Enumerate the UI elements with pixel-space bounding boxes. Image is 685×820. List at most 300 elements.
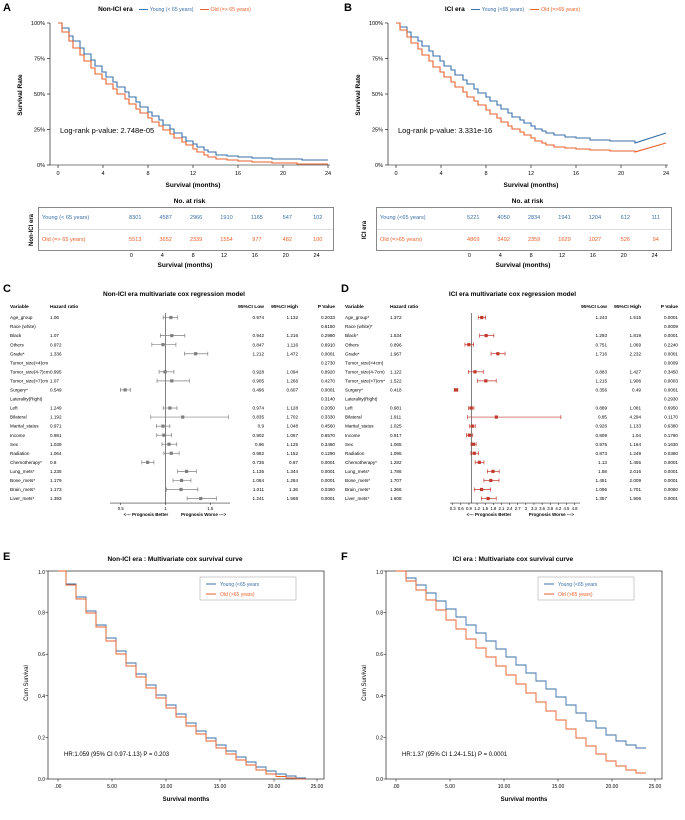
svg-text:0.917: 0.917 [390, 432, 402, 438]
km-non-ici-legend-old: Old (=> 65 years) [210, 6, 251, 13]
risk-side-label-ici: ICI era [362, 220, 368, 240]
svg-text:1.241: 1.241 [252, 496, 264, 502]
svg-text:1.58: 1.58 [598, 468, 607, 474]
risk-xtick: 24 [651, 253, 658, 259]
svg-text:1.125: 1.125 [286, 441, 298, 447]
svg-text:Black: Black [10, 333, 22, 339]
svg-text:1.096: 1.096 [595, 487, 607, 493]
svg-text:95%CI Low: 95%CI Low [238, 305, 264, 310]
svg-text:Lung_mets*: Lung_mets* [10, 468, 35, 474]
svg-text:Race (white)*: Race (white)* [345, 324, 373, 330]
svg-text:25%: 25% [371, 127, 383, 134]
km-ici-title: ICI era [444, 6, 465, 13]
svg-text:100%: 100% [30, 21, 45, 27]
panel-label-e: E [3, 551, 11, 563]
svg-text:0.8: 0.8 [376, 610, 383, 617]
svg-text:1.048: 1.048 [286, 423, 298, 429]
svg-text:1.067: 1.067 [286, 432, 298, 438]
risk-xtick: 0 [129, 253, 133, 259]
svg-text:1.07: 1.07 [50, 333, 59, 339]
svg-text:1.135: 1.135 [252, 468, 264, 474]
svg-text:Survival months: Survival months [500, 797, 548, 803]
svg-text:0.8: 0.8 [50, 459, 57, 465]
svg-text:20.00: 20.00 [267, 784, 281, 790]
svg-text:1.293: 1.293 [595, 333, 607, 339]
svg-text:1.344: 1.344 [286, 468, 298, 474]
svg-text:0.2: 0.2 [38, 735, 45, 742]
svg-text:1.116: 1.116 [286, 342, 298, 348]
svg-text:1.07: 1.07 [50, 378, 59, 384]
svg-text:2.009: 2.009 [629, 478, 641, 484]
svg-text:1.266: 1.266 [286, 378, 298, 384]
svg-text:0.1630: 0.1630 [663, 441, 678, 447]
svg-text:Marital_status: Marital_status [10, 423, 39, 429]
km-ici-annotation: Log-rank p-value: 3.331e-16 [398, 126, 493, 135]
svg-text:0.942: 0.942 [252, 333, 264, 339]
svg-text:0.2050: 0.2050 [320, 405, 335, 411]
risk-xlabel-ici: Survival (months) [495, 262, 551, 269]
risk-cell: 2834 [527, 215, 541, 222]
legend-swatch-young [471, 9, 480, 11]
svg-text:8: 8 [146, 171, 150, 177]
svg-text:1.243: 1.243 [595, 315, 607, 321]
cox-non-ici-plot [14, 563, 336, 811]
svg-text:0.6570: 0.6570 [320, 432, 335, 438]
svg-text:0.356: 0.356 [595, 387, 607, 393]
svg-text:Race (white): Race (white) [10, 324, 36, 330]
svg-text:Others: Others [10, 342, 24, 348]
svg-text:0.1780: 0.1780 [663, 432, 678, 438]
svg-text:25%: 25% [33, 127, 45, 134]
forest-svg [345, 301, 680, 517]
svg-text:0.0360: 0.0360 [663, 450, 678, 456]
svg-text:1.5: 1.5 [207, 506, 214, 512]
svg-text:3.9: 3.9 [547, 506, 554, 512]
svg-text:0.6: 0.6 [457, 506, 464, 512]
risk-xlabel-non-ici: Survival (months) [157, 262, 213, 269]
svg-text:Survival months: Survival months [162, 797, 210, 803]
svg-text:1.094: 1.094 [286, 369, 298, 375]
svg-text:1.04: 1.04 [632, 432, 641, 438]
legend-swatch-old [200, 9, 209, 11]
svg-text:0.418: 0.418 [390, 387, 402, 393]
svg-text:1.133: 1.133 [629, 423, 641, 429]
svg-text:4.2: 4.2 [555, 506, 562, 512]
svg-text:25.00: 25.00 [310, 784, 324, 790]
svg-text:0.905: 0.905 [252, 378, 264, 384]
svg-text:0.4560: 0.4560 [320, 423, 335, 429]
svg-text:Bone_mets*: Bone_mets* [345, 478, 371, 484]
svg-text:1.282: 1.282 [390, 459, 402, 465]
svg-text:Variable: Variable [10, 305, 29, 310]
svg-text:Prognosis Worse --->: Prognosis Worse ---> [528, 512, 575, 518]
svg-text:Age_group: Age_group [10, 315, 33, 321]
svg-text:.00: .00 [54, 784, 62, 790]
svg-text:1.5: 1.5 [482, 506, 489, 512]
svg-text:.00: .00 [392, 784, 400, 790]
svg-text:0.3460: 0.3460 [320, 441, 335, 447]
risk-cell: 3652 [159, 236, 172, 243]
svg-text:4: 4 [439, 171, 443, 177]
svg-text:4: 4 [101, 171, 105, 177]
svg-text:Young (<65 years: Young (<65 years [558, 582, 598, 588]
panel-label-c: C [3, 283, 11, 295]
svg-text:0.3450: 0.3450 [663, 369, 678, 375]
svg-text:1.212: 1.212 [252, 351, 264, 357]
svg-text:1.2: 1.2 [474, 506, 481, 512]
svg-text:0.6150: 0.6150 [320, 324, 335, 330]
svg-text:2.016: 2.016 [629, 468, 641, 474]
forest-non-ici-title: Non-ICI era multivariate cox regression model [103, 291, 245, 298]
svg-text:0.1170: 0.1170 [664, 414, 678, 420]
svg-text:1.372: 1.372 [390, 315, 402, 321]
risk-cell: 111 [651, 215, 660, 222]
svg-text:1.179: 1.179 [50, 478, 62, 484]
km-ici-legend-old: Old (=>65 years) [541, 6, 581, 13]
risk-cell: 1629 [558, 236, 571, 243]
svg-text:50%: 50% [33, 92, 45, 98]
svg-text:Surgery*: Surgery* [345, 387, 363, 393]
cox-ici-plot [352, 563, 674, 811]
risk-cell: 4869 [466, 236, 480, 243]
svg-text:Tumor_size(4-7cm): Tumor_size(4-7cm) [345, 369, 385, 375]
svg-text:1.336: 1.336 [50, 351, 62, 357]
risk-row-label-young: Young (< 65 years) [42, 215, 90, 222]
svg-text:0.0001: 0.0001 [663, 333, 678, 339]
risk-cell: 612 [620, 215, 630, 222]
svg-text:<--- Prognosis Better: <--- Prognosis Better [466, 512, 512, 518]
svg-text:1.249: 1.249 [50, 405, 62, 411]
svg-text:1.173: 1.173 [50, 487, 62, 493]
svg-text:1.039: 1.039 [50, 441, 62, 447]
svg-text:1.8: 1.8 [490, 506, 497, 512]
svg-text:1.122: 1.122 [390, 369, 402, 375]
svg-text:Sex: Sex [345, 441, 353, 447]
svg-text:1.786: 1.786 [390, 468, 402, 474]
cox-curve-young [58, 571, 306, 778]
risk-cell: 2966 [189, 215, 203, 222]
svg-text:50%: 50% [371, 92, 383, 98]
svg-text:1.011: 1.011 [252, 487, 264, 493]
cox-curve-old [396, 571, 646, 773]
svg-text:0.3330: 0.3330 [320, 414, 335, 420]
svg-text:0.2980: 0.2980 [320, 333, 335, 339]
svg-text:1.065: 1.065 [390, 441, 402, 447]
svg-text:1.132: 1.132 [286, 315, 298, 321]
svg-text:0.5: 0.5 [117, 506, 124, 512]
svg-text:1.095: 1.095 [390, 450, 402, 456]
risk-xtick: 0 [467, 253, 471, 259]
svg-text:0.0009: 0.0009 [663, 360, 678, 366]
risk-cell: 8301 [128, 215, 142, 222]
svg-text:24: 24 [324, 171, 332, 177]
svg-text:Left: Left [10, 405, 18, 411]
svg-text:0.889: 0.889 [595, 405, 607, 411]
risk-xtick: 24 [313, 253, 320, 259]
svg-text:1.128: 1.128 [286, 405, 298, 411]
svg-text:0.982: 0.982 [252, 450, 264, 456]
svg-text:Survival (months): Survival (months) [165, 182, 221, 189]
risk-cell: 1165 [250, 215, 263, 222]
svg-text:0.2730: 0.2730 [320, 360, 335, 366]
svg-text:Young (<65 years: Young (<65 years [220, 582, 260, 588]
svg-text:<--- Prognosis Better: <--- Prognosis Better [123, 512, 169, 518]
risk-cell: 2339 [189, 236, 203, 243]
km-curve-young [58, 23, 328, 160]
svg-text:0.6910: 0.6910 [320, 342, 335, 348]
svg-text:0.926: 0.926 [595, 423, 607, 429]
svg-text:0.0001: 0.0001 [663, 478, 678, 484]
svg-text:1.366: 1.366 [390, 487, 402, 493]
svg-text:0.896: 0.896 [390, 342, 402, 348]
risk-cell: 1910 [220, 215, 233, 222]
svg-text:0.4: 0.4 [38, 693, 45, 700]
svg-text:1.025: 1.025 [390, 423, 402, 429]
svg-text:Chemotherapy*: Chemotherapy* [345, 459, 377, 465]
svg-text:3: 3 [524, 506, 528, 512]
svg-text:1.707: 1.707 [390, 478, 402, 484]
svg-text:Survival Rate: Survival Rate [17, 74, 24, 116]
svg-text:95%CI High: 95%CI High [614, 305, 641, 310]
svg-text:0.0003: 0.0003 [663, 378, 678, 384]
svg-text:0.0360: 0.0360 [320, 487, 335, 493]
svg-text:Cum Survival: Cum Survival [362, 665, 368, 701]
svg-text:Bone_mets*: Bone_mets* [10, 478, 36, 484]
svg-text:0.847: 0.847 [252, 342, 264, 348]
svg-text:Survival (months): Survival (months) [503, 182, 559, 189]
km-non-ici-legend-young: Young (< 65 years) [149, 6, 194, 13]
svg-text:1: 1 [164, 506, 167, 512]
svg-text:1.13: 1.13 [598, 459, 607, 465]
risk-cell: 4050 [497, 215, 510, 222]
svg-text:0.0001: 0.0001 [320, 459, 335, 465]
svg-text:24: 24 [662, 171, 670, 177]
svg-text:Lung_mets*: Lung_mets* [345, 468, 370, 474]
svg-text:0.6: 0.6 [38, 652, 45, 659]
km-non-ici-plot [12, 15, 337, 197]
panel-label-d: D [341, 283, 349, 295]
risk-cell: 102 [313, 215, 323, 222]
km-ici-legend-young: Young (<65 years) [481, 6, 525, 13]
svg-text:0.751: 0.751 [595, 342, 607, 348]
svg-text:Prognosis Worse --->: Prognosis Worse ---> [180, 512, 227, 518]
km-curve-young [396, 23, 666, 143]
svg-text:0.975: 0.975 [595, 441, 607, 447]
svg-text:2.4: 2.4 [506, 506, 513, 512]
svg-text:0.2: 0.2 [376, 735, 383, 742]
svg-text:0.971: 0.971 [50, 423, 62, 429]
svg-text:0.0001: 0.0001 [663, 387, 678, 393]
svg-text:0.0009: 0.0009 [663, 324, 678, 330]
svg-text:Liver_mets*: Liver_mets* [345, 496, 370, 502]
risk-cell: 482 [282, 236, 292, 243]
svg-text:1.249: 1.249 [629, 450, 641, 456]
svg-text:0.6380: 0.6380 [663, 423, 678, 429]
svg-text:1.716: 1.716 [595, 351, 607, 357]
svg-text:0.6: 0.6 [376, 652, 383, 659]
svg-text:1.069: 1.069 [629, 342, 641, 348]
svg-text:1.522: 1.522 [390, 378, 402, 384]
svg-text:Left: Left [345, 405, 353, 411]
svg-text:Tumor_size(<4)cm: Tumor_size(<4)cm [10, 360, 49, 366]
risk-cell: 4587 [159, 215, 172, 222]
svg-text:0.883: 0.883 [595, 369, 607, 375]
svg-text:0.496: 0.496 [252, 387, 264, 393]
svg-text:0.0001: 0.0001 [663, 496, 678, 502]
svg-text:1.515: 1.515 [629, 315, 641, 321]
svg-text:0.8920: 0.8920 [320, 369, 335, 375]
risk-cell: 100 [313, 236, 323, 243]
svg-text:1.608: 1.608 [390, 496, 402, 502]
risk-cell: 5513 [128, 236, 142, 243]
svg-text:2.1: 2.1 [498, 506, 505, 512]
svg-text:0.735: 0.735 [252, 459, 264, 465]
svg-text:0.0001: 0.0001 [663, 459, 678, 465]
svg-text:12: 12 [189, 171, 197, 177]
svg-text:0.2240: 0.2240 [663, 342, 678, 348]
svg-text:1.819: 1.819 [629, 333, 641, 339]
km-non-ici-title: Non-ICI era [98, 6, 133, 13]
svg-text:Hazard ratio: Hazard ratio [50, 305, 79, 310]
svg-text:0.974: 0.974 [252, 405, 264, 411]
svg-text:1.427: 1.427 [629, 369, 641, 375]
svg-text:2.232: 2.232 [629, 351, 641, 357]
svg-text:0.873: 0.873 [595, 450, 607, 456]
svg-text:Tumor_size(4-7)cm: Tumor_size(4-7)cm [10, 369, 50, 375]
svg-text:Grade*: Grade* [10, 351, 25, 357]
svg-text:10.00: 10.00 [159, 784, 173, 790]
svg-text:1.216: 1.216 [286, 333, 298, 339]
svg-text:Tumor_size(>7)cm: Tumor_size(>7)cm [10, 378, 49, 384]
svg-text:1.215: 1.215 [595, 378, 607, 384]
km-chart-ici [350, 4, 675, 199]
risk-cell: 94 [652, 236, 659, 243]
svg-text:Laterality(Right): Laterality(Right) [10, 396, 43, 402]
svg-text:0.0001: 0.0001 [663, 315, 678, 321]
cox-curve-young [396, 571, 646, 748]
svg-text:Sex: Sex [10, 441, 18, 447]
svg-text:0%: 0% [375, 163, 383, 169]
svg-text:Variable: Variable [345, 305, 364, 310]
risk-xtick: 12 [220, 253, 228, 259]
svg-text:0.8: 0.8 [38, 610, 45, 617]
svg-text:3.3: 3.3 [530, 506, 537, 512]
svg-text:0.2033: 0.2033 [320, 315, 335, 321]
risk-row-label-old: Old (=> 65 years) [42, 236, 86, 243]
risk-cell: 1941 [558, 215, 571, 222]
svg-text:25.00: 25.00 [648, 784, 662, 790]
svg-text:4.294: 4.294 [629, 414, 641, 420]
svg-text:Liver_mets*: Liver_mets* [10, 496, 35, 502]
svg-text:95%CI Low: 95%CI Low [581, 305, 607, 310]
risk-title-ici: No. at risk [511, 198, 544, 205]
risk-table-non-ici [12, 198, 337, 270]
svg-text:0.972: 0.972 [50, 342, 62, 348]
svg-text:Tumor_size(<4cm): Tumor_size(<4cm) [345, 360, 384, 366]
svg-text:Old (>65 years): Old (>65 years) [220, 592, 255, 598]
svg-text:Cum Survival: Cum Survival [24, 665, 30, 701]
risk-xtick: 20 [282, 253, 289, 259]
svg-text:75%: 75% [371, 56, 383, 63]
svg-text:1.0: 1.0 [376, 570, 383, 576]
svg-text:0.0001: 0.0001 [320, 496, 335, 502]
svg-text:0.3140: 0.3140 [320, 396, 335, 402]
svg-text:0.995: 0.995 [50, 369, 62, 375]
svg-text:Chemotherapy*: Chemotherapy* [10, 459, 42, 465]
svg-text:0.0001: 0.0001 [320, 468, 335, 474]
svg-text:16: 16 [572, 171, 580, 177]
svg-text:0.981: 0.981 [390, 405, 402, 411]
svg-text:1.081: 1.081 [629, 405, 641, 411]
svg-text:0.0060: 0.0060 [663, 487, 678, 493]
svg-text:Age_group*: Age_group* [345, 315, 370, 321]
legend-swatch-old [530, 9, 539, 11]
svg-text:1.455: 1.455 [629, 459, 641, 465]
svg-text:1.906: 1.906 [629, 378, 641, 384]
forest-ici-title: ICI era multivariate cox regression model [448, 291, 577, 298]
svg-text:75%: 75% [33, 56, 45, 63]
svg-text:0.0: 0.0 [376, 777, 383, 783]
svg-text:Tumor_size(>7)cm*: Tumor_size(>7)cm* [345, 378, 386, 384]
svg-text:10.00: 10.00 [497, 784, 511, 790]
panel-label-f: F [341, 551, 348, 563]
svg-text:0.9: 0.9 [257, 423, 264, 429]
svg-text:1.36: 1.36 [289, 487, 298, 493]
svg-text:Grade*: Grade* [345, 351, 360, 357]
svg-text:Laterality(Right): Laterality(Right) [345, 396, 378, 402]
cox-survival-ici [352, 556, 674, 814]
svg-text:1.701: 1.701 [629, 487, 641, 493]
svg-text:2.7: 2.7 [514, 506, 521, 512]
cox-non-ici-annotation: HR:1.059 (95% CI 0.97-1.13) P = 0.203 [64, 752, 170, 758]
svg-text:0.3: 0.3 [449, 506, 456, 512]
svg-text:0.87: 0.87 [289, 459, 298, 465]
svg-text:1.06: 1.06 [50, 315, 59, 321]
risk-xtick: 4 [160, 253, 164, 259]
svg-text:4.8: 4.8 [571, 506, 578, 512]
risk-cell: 5221 [466, 215, 480, 222]
svg-text:0.809: 0.809 [595, 432, 607, 438]
svg-text:1.967: 1.967 [390, 351, 402, 357]
svg-text:Bilateral: Bilateral [10, 414, 27, 420]
svg-text:1.911: 1.911 [390, 414, 402, 420]
svg-text:100%: 100% [368, 21, 383, 27]
risk-cell: 1554 [220, 236, 233, 243]
svg-text:0.0001: 0.0001 [663, 351, 678, 357]
svg-text:0.981: 0.981 [50, 432, 62, 438]
svg-text:1.235: 1.235 [50, 468, 62, 474]
svg-text:1.084: 1.084 [252, 478, 264, 484]
svg-text:20: 20 [279, 171, 287, 177]
legend-swatch-young [139, 9, 148, 11]
svg-text:0.974: 0.974 [252, 315, 264, 321]
svg-text:0.0: 0.0 [38, 777, 45, 783]
risk-xtick: 8 [191, 253, 195, 259]
svg-text:0.0001: 0.0001 [320, 351, 335, 357]
cox-ici-title: ICI era : Multivariate cox survival curve [452, 556, 574, 563]
panel-label-b: B [344, 2, 352, 14]
risk-xtick: 16 [251, 253, 258, 259]
svg-text:0.928: 0.928 [252, 369, 264, 375]
svg-text:1.152: 1.152 [286, 450, 298, 456]
risk-cell: 547 [282, 215, 292, 222]
svg-text:15.00: 15.00 [551, 784, 565, 790]
svg-text:1.534: 1.534 [390, 333, 402, 339]
svg-text:Income: Income [345, 432, 361, 438]
risk-cell: 2359 [527, 236, 541, 243]
forest-plot-non-ici [10, 291, 338, 541]
svg-text:20.00: 20.00 [605, 784, 619, 790]
